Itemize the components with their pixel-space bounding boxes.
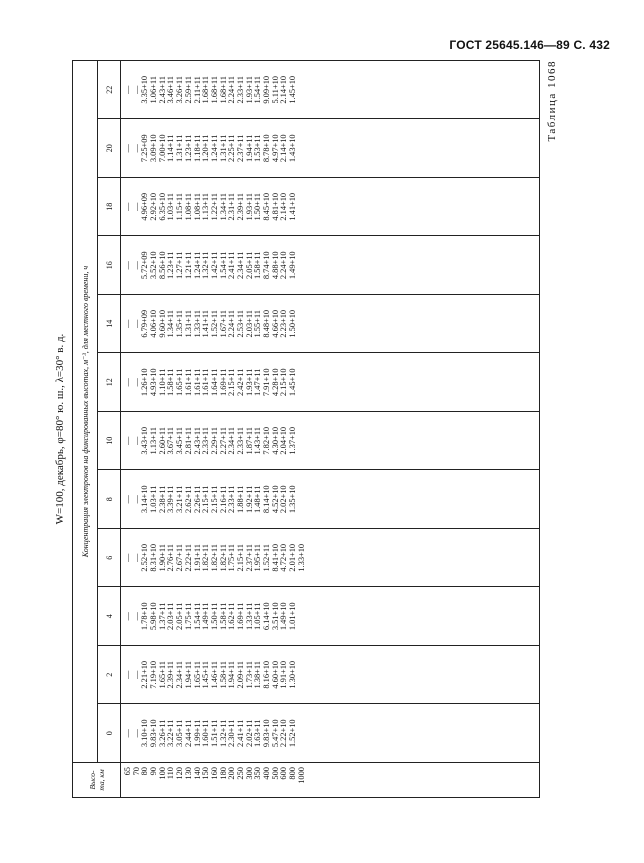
table-cell: — xyxy=(123,436,132,445)
table-cell: 4.52+10 xyxy=(270,485,280,514)
group-heading: Концентрация электронов на фиксированных высотах, м⁻³, для местного времени, ч xyxy=(73,61,98,763)
table-cell: 4.60+10 xyxy=(270,660,280,689)
altitude-value: 120 xyxy=(175,767,185,780)
table-cell: 2.16+11 xyxy=(218,485,228,513)
table-cell: 2.29+11 xyxy=(209,427,219,455)
table-cell: 1.43+11 xyxy=(253,427,263,455)
table-cell: 8.31+10 xyxy=(149,543,159,572)
table-cell: 3.05+11 xyxy=(175,719,185,747)
altitude-value: 130 xyxy=(183,767,193,780)
table-cell: 9.09+10 xyxy=(262,75,271,104)
table-cell: 2.33+11 xyxy=(201,427,211,455)
table-cell: 2.41+11 xyxy=(227,251,237,279)
table-cell: 9.83+10 xyxy=(149,719,159,748)
table-cell: 1.64+11 xyxy=(209,368,219,396)
table-cell: 1.49+10 xyxy=(279,602,289,631)
table-cell: 8.45+10 xyxy=(262,192,271,221)
table-cell: 1.31+11 xyxy=(218,134,228,162)
hour-heading: 6 xyxy=(98,529,121,588)
table-cell: 1.35+11 xyxy=(175,310,185,338)
table-cell: 1.50+11 xyxy=(209,602,219,630)
table-cell: 1.31+11 xyxy=(175,134,185,162)
table-cell: 2.25+11 xyxy=(227,134,237,162)
hour-heading: 0 xyxy=(98,704,121,763)
hour-heading: 12 xyxy=(98,353,121,412)
table-cell: 3.22+11 xyxy=(166,719,176,747)
table-cell: 1.41+11 xyxy=(201,310,211,338)
table-cell: 6.79+09 xyxy=(140,309,150,338)
table-cell: 1.94+11 xyxy=(183,661,193,689)
table-cell: 1.18+11 xyxy=(192,134,202,162)
value-column-16 xyxy=(121,236,540,295)
table-cell: 2.24+10 xyxy=(279,251,289,280)
table-cell: 1.26+10 xyxy=(140,368,150,397)
table-cell: 1.32+11 xyxy=(201,251,211,279)
table-cell: 1.91+10 xyxy=(279,660,289,689)
table-cell: 1.08+11 xyxy=(192,193,202,221)
table-cell: 2.14+10 xyxy=(279,75,289,104)
table-cell: 2.04+10 xyxy=(279,426,289,455)
table-cell: 4.97+10 xyxy=(270,134,280,163)
table-cell: 1.33+11 xyxy=(192,310,202,338)
altitude-value: 350 xyxy=(253,767,263,780)
rotated-table-block xyxy=(52,60,610,798)
table-cell: 1.38+11 xyxy=(253,661,263,689)
table-cell: 2.31+11 xyxy=(227,193,237,221)
table-cell: — xyxy=(131,729,141,738)
table-cell: 1.20+11 xyxy=(201,134,211,162)
altitude-value: 70 xyxy=(131,767,141,776)
table-cell: 3.52+10 xyxy=(149,251,159,280)
table-cell: 3.14+10 xyxy=(140,485,150,514)
altitude-value: 400 xyxy=(262,767,271,780)
table-cell: 4.66+10 xyxy=(270,309,280,338)
table-cell: 2.62+11 xyxy=(183,485,193,513)
table-cell: — xyxy=(131,553,141,562)
table-cell: 1.54+11 xyxy=(253,76,263,104)
table-cell: 2.59+11 xyxy=(183,76,193,104)
hour-heading: 22 xyxy=(98,61,121,120)
table-cell: 1.58+11 xyxy=(253,251,263,279)
table-cell: 1.50+11 xyxy=(253,193,263,221)
table-cell: 1.05+11 xyxy=(253,602,263,630)
table-cell: 3.10+10 xyxy=(140,719,150,748)
table-cell: 2.30+11 xyxy=(227,719,237,747)
table-cell: 1.55+11 xyxy=(253,310,263,338)
table-cell: 3.26+11 xyxy=(157,719,167,747)
value-column-14 xyxy=(121,295,540,354)
table-cell: 2.05+11 xyxy=(244,251,254,279)
table-cell: 1.24+11 xyxy=(192,251,202,279)
table-cell: 2.05+11 xyxy=(175,602,185,630)
table-cell: 2.15+11 xyxy=(227,368,237,396)
table-cell: 1.37+11 xyxy=(157,602,167,630)
table-cell: 1.95+11 xyxy=(253,544,263,572)
table-cell: 1.78+10 xyxy=(140,602,150,631)
table-cell: 4.72+10 xyxy=(279,543,289,572)
value-column-0 xyxy=(121,704,540,763)
table-cell: 2.44+11 xyxy=(183,719,193,747)
table-cell: 1.62+11 xyxy=(227,602,237,630)
table-cell: — xyxy=(123,202,132,211)
table-cell: 1.73+11 xyxy=(244,661,254,689)
altitude-heading: Высо- та, км xyxy=(73,763,121,798)
table-cell: 1.52+10 xyxy=(288,719,298,748)
table-cell: 2.15+11 xyxy=(201,485,211,513)
table-cell: — xyxy=(123,144,132,153)
table-cell: 1.45+10 xyxy=(288,75,298,104)
table-cell: — xyxy=(131,612,141,621)
value-column-20 xyxy=(121,119,540,178)
table-cell: — xyxy=(131,436,141,445)
table-cell: 1.69+11 xyxy=(218,368,228,396)
table-cell: 1.68+11 xyxy=(209,76,219,104)
value-column-12 xyxy=(121,353,540,412)
table-cell: 1.42+11 xyxy=(209,251,219,279)
table-cell: — xyxy=(131,319,141,328)
table-cell: 2.34+11 xyxy=(235,251,245,279)
hour-heading: 18 xyxy=(98,178,121,237)
table-cell: 8.78+10 xyxy=(262,134,271,163)
table-cell: 1.60+11 xyxy=(201,719,211,747)
table-cell: 2.03+11 xyxy=(166,602,176,630)
table-cell: 1.54+11 xyxy=(192,602,202,630)
table-cell: 1.54+11 xyxy=(218,251,228,279)
table-cell: 2.43+11 xyxy=(157,76,167,104)
table-cell: 1.53+11 xyxy=(253,134,263,162)
table-cell: 2.09+11 xyxy=(235,661,245,689)
table-cell: 1.52+11 xyxy=(262,544,271,572)
table-cell: 7.91+10 xyxy=(262,368,271,397)
table-cell: — xyxy=(131,670,141,679)
hour-heading: 20 xyxy=(98,119,121,178)
table-cell: 1.10+11 xyxy=(157,368,167,396)
table-cell: 4.93+10 xyxy=(149,368,159,397)
table-cell: 5.47+10 xyxy=(270,719,280,748)
table-cell: 2.02+10 xyxy=(279,485,289,514)
table-cell: 1.34+11 xyxy=(166,310,176,338)
table-cell: 5.72+09 xyxy=(140,251,150,280)
table-cell: 3.39+11 xyxy=(166,485,176,513)
table-cell: 1.49+11 xyxy=(201,602,211,630)
table-cell: 2.60+11 xyxy=(157,427,167,455)
table-cell: 1.33+11 xyxy=(244,602,254,630)
table-cell: 3.45+11 xyxy=(175,427,185,455)
hour-heading: 2 xyxy=(98,646,121,705)
table-cell: 1.34+11 xyxy=(218,193,228,221)
table-cell: 1.75+11 xyxy=(183,602,193,630)
table-cell: 1.41+10 xyxy=(288,192,298,221)
table-cell: 8.41+10 xyxy=(270,543,280,572)
table-cell: 4.30+10 xyxy=(270,426,280,455)
table-cell: 2.02+11 xyxy=(244,719,254,747)
table-cell: 1.23+11 xyxy=(166,251,176,279)
table-cell: 1.69+11 xyxy=(235,602,245,630)
table-cell: 1.75+11 xyxy=(227,544,237,572)
table-cell: 1.45+11 xyxy=(201,661,211,689)
altitude-value: 100 xyxy=(157,767,167,780)
table-cell: 1.45+10 xyxy=(288,368,298,397)
table-cell: 1.21+11 xyxy=(183,251,193,279)
table-cell: 1.67+11 xyxy=(218,310,228,338)
table-cell: — xyxy=(131,495,141,504)
table-cell: — xyxy=(123,729,132,738)
table-cell: — xyxy=(123,319,132,328)
table-cell: 2.22+10 xyxy=(279,719,289,748)
altitude-value: 90 xyxy=(149,767,159,776)
table-cell: 1.58+11 xyxy=(218,602,228,630)
table-cell: 1.50+10 xyxy=(288,309,298,338)
table-cell: 1.58+11 xyxy=(166,368,176,396)
table-cell: 1.52+11 xyxy=(209,310,219,338)
table-cell: 1.47+11 xyxy=(253,368,263,396)
table-cell: 4.28+10 xyxy=(270,368,280,397)
table-cell: 1.87+11 xyxy=(244,427,254,455)
table-cell: 1.49+10 xyxy=(288,251,298,280)
table-cell: 1.99+11 xyxy=(192,719,202,747)
table-cell: 2.23+10 xyxy=(279,309,289,338)
table-cell: 2.24+11 xyxy=(227,310,237,338)
table-cell: — xyxy=(131,378,141,387)
table-cell: 1.68+11 xyxy=(218,76,228,104)
table-cell: 2.03+11 xyxy=(244,310,254,338)
altitude-value: 140 xyxy=(192,767,202,780)
page-header: ГОСТ 25645.146—89 С. 432 xyxy=(449,38,610,52)
table-cell: 2.34+11 xyxy=(227,427,237,455)
table-cell: 1.22+11 xyxy=(209,193,219,221)
table-cell: 1.32+11 xyxy=(218,719,228,747)
table-cell: 2.43+11 xyxy=(192,427,202,455)
table-cell: 1.14+11 xyxy=(166,134,176,162)
table-cell: 2.34+11 xyxy=(175,661,185,689)
table-cell: 3.46+11 xyxy=(166,76,176,104)
table-cell: 4.88+10 xyxy=(270,251,280,280)
table-cell: 2.15+11 xyxy=(209,485,219,513)
table-cell: 1.82+11 xyxy=(218,544,228,572)
table-cell: 3.21+11 xyxy=(175,485,185,513)
table-cell: — xyxy=(123,612,132,621)
altitude-value: 800 xyxy=(288,767,298,780)
altitude-value: 500 xyxy=(270,767,280,780)
altitude-value: 150 xyxy=(201,767,211,780)
table-cell: 7.00+10 xyxy=(157,134,167,163)
altitude-value: 600 xyxy=(279,767,289,780)
table-cell: 1.93+11 xyxy=(244,368,254,396)
hour-header-row xyxy=(98,61,121,798)
table-cell: 2.42+11 xyxy=(235,368,245,396)
table-cell: 2.21+10 xyxy=(140,660,150,689)
table-cell: 1.58+11 xyxy=(218,661,228,689)
table-cell: — xyxy=(123,495,132,504)
table-cell: 2.39+11 xyxy=(166,661,176,689)
table-cell: 8.16+10 xyxy=(262,660,271,689)
hour-heading: 16 xyxy=(98,236,121,295)
altitude-value: 65 xyxy=(123,767,132,776)
table-cell: 1.82+11 xyxy=(201,544,211,572)
table-cell: 4.81+10 xyxy=(270,192,280,221)
table-cell: 1.51+11 xyxy=(209,719,219,747)
table-cell: 9.83+10 xyxy=(262,719,271,748)
table-cell: 2.27+11 xyxy=(218,427,228,455)
hour-heading: 4 xyxy=(98,587,121,646)
table-cell: 7.25+09 xyxy=(140,134,150,163)
table-cell: 1.68+11 xyxy=(201,76,211,104)
table-cell: 2.26+11 xyxy=(192,485,202,513)
table-cell: 1.46+11 xyxy=(209,661,219,689)
value-column-6 xyxy=(121,529,540,588)
table-cell: 9.60+10 xyxy=(157,309,167,338)
table-cell: 2.33+11 xyxy=(235,427,245,455)
table-cell: 1.37+10 xyxy=(288,426,298,455)
table-cell: — xyxy=(131,144,141,153)
table-cell: 7.19+10 xyxy=(149,660,159,689)
table-cell: 2.01+10 xyxy=(288,543,298,572)
table-cell: 1.13+11 xyxy=(149,427,159,455)
table-cell: 1.65+11 xyxy=(157,661,167,689)
table-cell: 3.67+11 xyxy=(166,427,176,455)
table-cell: 1.06+11 xyxy=(149,76,159,104)
table-cell: 5.98+10 xyxy=(149,602,159,631)
table-cell: 3.43+10 xyxy=(140,426,150,455)
table-cell: 1.13+11 xyxy=(201,193,211,221)
hour-heading: 10 xyxy=(98,412,121,471)
table-cell: 1.93+11 xyxy=(244,193,254,221)
value-column-4 xyxy=(121,587,540,646)
table-cell: 1.61+11 xyxy=(201,368,211,396)
value-column-10 xyxy=(121,412,540,471)
altitude-value: 160 xyxy=(209,767,219,780)
table-cell: 2.14+10 xyxy=(279,192,289,221)
table-cell: 8.48+10 xyxy=(262,309,271,338)
table-cell: 3.26+11 xyxy=(175,76,185,104)
value-column-8 xyxy=(121,470,540,529)
table-cell: 1.43+10 xyxy=(288,134,298,163)
data-table xyxy=(72,60,540,798)
table-cell: 2.15+11 xyxy=(235,544,245,572)
table-cell: 1.15+11 xyxy=(175,193,185,221)
table-label: Таблица 1068 xyxy=(546,60,558,142)
table-cell: 2.76+11 xyxy=(166,544,176,572)
table-cell: 1.90+11 xyxy=(157,544,167,572)
table-cell: 3.09+10 xyxy=(149,134,159,163)
table-cell: 1.93+11 xyxy=(244,76,254,104)
table-cell: 2.52+10 xyxy=(140,543,150,572)
table-cell: 2.15+10 xyxy=(279,368,289,397)
table-cell: 1.65+11 xyxy=(192,661,202,689)
table-cell: 6.14+10 xyxy=(262,602,271,631)
table-cell: 2.37+11 xyxy=(235,134,245,162)
altitude-value: 200 xyxy=(227,767,237,780)
table-cell: 1.33+10 xyxy=(296,543,306,572)
table-cell: 5.11+10 xyxy=(270,76,280,104)
table-cell: 1.82+11 xyxy=(209,544,219,572)
table-cell: — xyxy=(131,85,141,94)
table-cell: 1.94+11 xyxy=(227,661,237,689)
altitude-value: 300 xyxy=(244,767,254,780)
table-cell: — xyxy=(123,670,132,679)
table-cell: 8.14+10 xyxy=(262,485,271,514)
table-cell: 1.01+10 xyxy=(288,602,298,631)
table-cell: 2.92+10 xyxy=(149,192,159,221)
table-cell: 1.92+11 xyxy=(244,485,254,513)
table-cell: 1.23+11 xyxy=(183,134,193,162)
table-cell: 1.65+11 xyxy=(175,368,185,396)
altitude-value: 180 xyxy=(218,767,228,780)
hour-heading: 14 xyxy=(98,295,121,354)
value-column-18 xyxy=(121,178,540,237)
altitude-column xyxy=(121,763,540,798)
table-cell: 1.61+11 xyxy=(183,368,193,396)
table-cell: 1.08+11 xyxy=(183,193,193,221)
altitude-value: 1000 xyxy=(296,767,306,784)
table-cell: 1.61+11 xyxy=(192,368,202,396)
table-cell: 1.24+11 xyxy=(209,134,219,162)
altitude-value: 80 xyxy=(140,767,150,776)
table-cell: — xyxy=(123,553,132,562)
table-cell: 1.31+11 xyxy=(183,310,193,338)
table-cell: 4.06+10 xyxy=(149,309,159,338)
table-cell: 3.51+10 xyxy=(270,602,280,631)
altitude-value: 250 xyxy=(235,767,245,780)
table-cell: 3.35+10 xyxy=(140,75,150,104)
table-cell: 1.03+11 xyxy=(149,485,159,513)
table-cell: 2.41+11 xyxy=(235,719,245,747)
table-cell: 2.33+11 xyxy=(227,485,237,513)
table-cell: 2.39+11 xyxy=(235,193,245,221)
table-cell: 2.37+11 xyxy=(244,544,254,572)
table-cell: 1.94+11 xyxy=(244,134,254,162)
table-cell: 2.81+11 xyxy=(183,427,193,455)
table-cell: 1.30+10 xyxy=(288,660,298,689)
table-cell: 2.38+11 xyxy=(157,485,167,513)
table-cell: — xyxy=(123,261,132,270)
table-cell: 2.53+11 xyxy=(235,310,245,338)
table-caption: W=100, декабрь, φ=80° ю. ш., λ=30° в. д. xyxy=(54,333,66,525)
table-cell: 2.67+11 xyxy=(175,544,185,572)
table-cell: 2.24+11 xyxy=(227,76,237,104)
table-cell: — xyxy=(123,85,132,94)
value-column-22 xyxy=(121,61,540,120)
table-cell: 1.63+11 xyxy=(253,719,263,747)
hour-heading: 8 xyxy=(98,470,121,529)
table-cell: 2.22+11 xyxy=(183,544,193,572)
table-cell: 1.91+11 xyxy=(192,544,202,572)
table-cell: 7.82+10 xyxy=(262,426,271,455)
table-cell: 8.56+10 xyxy=(157,251,167,280)
table-cell: 1.27+11 xyxy=(175,251,185,279)
value-column-2 xyxy=(121,646,540,705)
table-body-row xyxy=(121,61,540,798)
altitude-value: 110 xyxy=(166,767,176,780)
table-cell: 4.96+09 xyxy=(140,192,150,221)
table-cell: — xyxy=(123,378,132,387)
table-cell: 2.11+11 xyxy=(192,76,202,104)
table-cell: 8.74+10 xyxy=(262,251,271,280)
table-cell: 2.33+11 xyxy=(235,76,245,104)
table-cell: — xyxy=(131,202,141,211)
table-cell: 1.03+11 xyxy=(166,193,176,221)
table-cell: 1.48+11 xyxy=(253,485,263,513)
table-cell: 1.35+10 xyxy=(288,485,298,514)
table-cell: 2.14+10 xyxy=(279,134,289,163)
table-cell: 6.35+10 xyxy=(157,192,167,221)
table-cell: 1.88+11 xyxy=(235,485,245,513)
table-cell: — xyxy=(131,261,141,270)
